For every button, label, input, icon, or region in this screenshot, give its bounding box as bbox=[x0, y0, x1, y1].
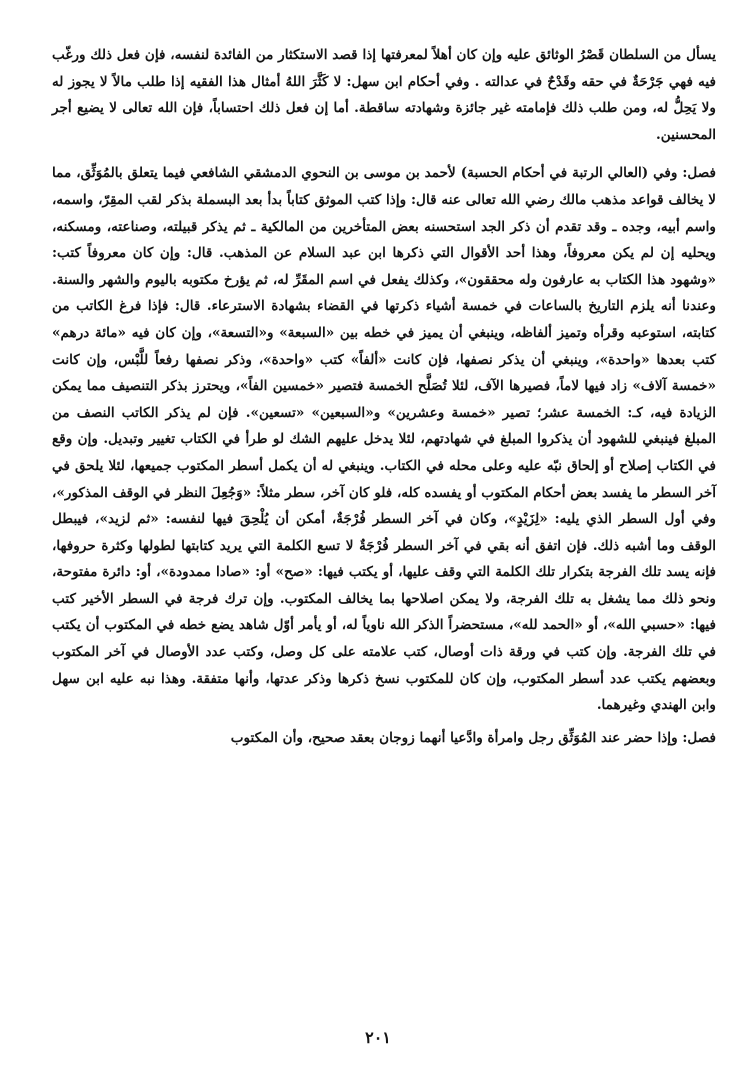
paragraph-3-lead: فصل: bbox=[682, 729, 716, 746]
paragraph-3-text: وإذا حضر عند المُوَثِّق رجل وامرأة وادَّعيا أنهما زوجان بعقد صحيح، وأن المكتوب bbox=[230, 729, 678, 746]
paragraph-2 bbox=[52, 160, 716, 718]
paragraph-1-text: يسأل من السلطان قَصْرُ الوثائق عليه وإن كان أهلاً لمعرفتها إذا قصد الاستكثار من الفائدة لنفسه، فإن فعل ذلك ورغّب فيه فهي جَرْحَةٌ في حقه وقَدْحٌ في عدالته . وفي أحكام ابن سهل: لا كَثَّرَ اللهُ أمثال هذا الفقيه إذا طلب مالاً لا يجوز له ولا يَحِلُّ له، ومن طلب ذلك فإمامته غير جائزة وشهادته ساقطة. أما إن فعل ذلك احتساباً، فإن الله تعالى لا يضيع أجر المحسنين. bbox=[52, 47, 716, 143]
paragraph-2-text: وفي (العالي الرتبة في أحكام الحسبة) لأحمد بن موسى بن النحوي الدمشقي الشافعي فيما يتعلق بالمُوَثِّق، مما لا يخالف قواعد مذهب مالك رضي الله تعالى عنه قال: وإذا كتب الموثق كتاباً بدأ بعد البسملة بذكر لقب المقِرّ، واسمه، واسم أبيه، وجده ـ وقد تقدم أن ذكر الجد استحسنه بعض المتأخرين من المالكية ـ ثم يذكر قبيلته، وصناعته، ومسكنه، ويحليه إن لم يكن معروفاً، وهذا أحد الأقوال التي ذكرها ابن عبد السلام عن المذهب. قال: وإن كان معروفاً كتب: «وشهود هذا الكتاب به عارفون وله محققون»، وكذلك يفعل في اسم المقَرِّ له، ثم يؤرخ مكتوبه باليوم والشهر والسنة. وعندنا أنه يلزم التاريخ بالساعات في خمسة أشياء ذكرتها في القضاء بشهادة الاسترعاء. قال: فإذا فرغ الكاتب من كتابته، استوعبه وقرأه وتميز ألفاظه، وينبغي أن يميز في خطه بين «السبعة» و«التسعة»، وإن كان فيه «مائة درهم» كتب بعدها «واحدة»، وينبغي أن يذكر نصفها، فإن كانت «ألفاً» كتب «واحدة»، وذكر نصفها رفعاً للَّبْس، وإن كانت «خمسة آلاف» زاد فيها لاماً، فصيرها الآف، لئلا تُصَلَّح الخمسة فتصير «خمسين الفاً»، ويحترز بذكر التنصيف مما يمكن الزيادة فيه، كـ: الخمسة عشر؛ تصير «خمسة وعشرين» و«السبعين» «تسعين». فإن لم يذكر الكاتب النصف من المبلغ فينبغي للشهود أن يذكروا المبلغ في شهادتهم، لئلا يدخل عليهم الشك لو طرأ في الكتاب تغيير وتبديل. وإن وقع في الكتاب إصلاح أو إلحاق نبّه عليه وعلى محله في الكتاب. وينبغي له أن يكمل أسطر المكتوب جميعها، لئلا يلحق في آخر السطر ما يفسد بعض أحكام المكتوب أو يفسده كله، فلو كان آخر، سطر مثلاً: «وَجُعِلَ النظر في الوقف المذكور»، وفي أول السطر الذي يليه: «لِزَيْدٍ»، وكان في آخر السطر فُرْجَةٌ، أمكن أن يُلْحِقَ فيها لنفسه: «ثم لزيد»، فيبطل الوقف وما أشبه ذلك. فإن اتفق أنه بقي في آخر السطر فُرْجَةٌ لا تسع الكلمة التي يريد كتابتها لطولها وكثرة حروفها، فإنه يسد تلك الفرجة بتكرار تلك الكلمة التي وقف عليها، أو يكتب فيها: «صح» أو: «صادا ممدودة»، أو: دائرة مفتوحة، ونحو ذلك مما يشغل به تلك الفرجة، ولا يمكن اصلاحها بما يخالف المكتوب. وإن ترك فرجة في السطر الأخير كتب فيها: «حسبي الله»، أو «الحمد لله»، مستحضراً الذكر الله ناوياً له، أو يأمر أوّل شاهد يضع خطه في المكتوب أن يكتب في تلك الفرجة. وإن كتب في ورقة ذات أوصال، كتب علامته على كل وصل، وكتب عدد الأوصال في آخر المكتوب وبعضهم يكتب عدد أسطر المكتوب، وإن كان للمكتوب نسخ ذكرها وذكر عدتها، وأنها متفقة. وهذا نبه عليه ابن سهل وابن الهندي وغيرهما. bbox=[52, 165, 716, 714]
page-number: ٢٠١ bbox=[365, 1028, 391, 1047]
paragraph-3 bbox=[52, 725, 716, 752]
paragraph-1 bbox=[52, 42, 716, 148]
paragraph-2-lead: فصل: bbox=[682, 165, 716, 182]
